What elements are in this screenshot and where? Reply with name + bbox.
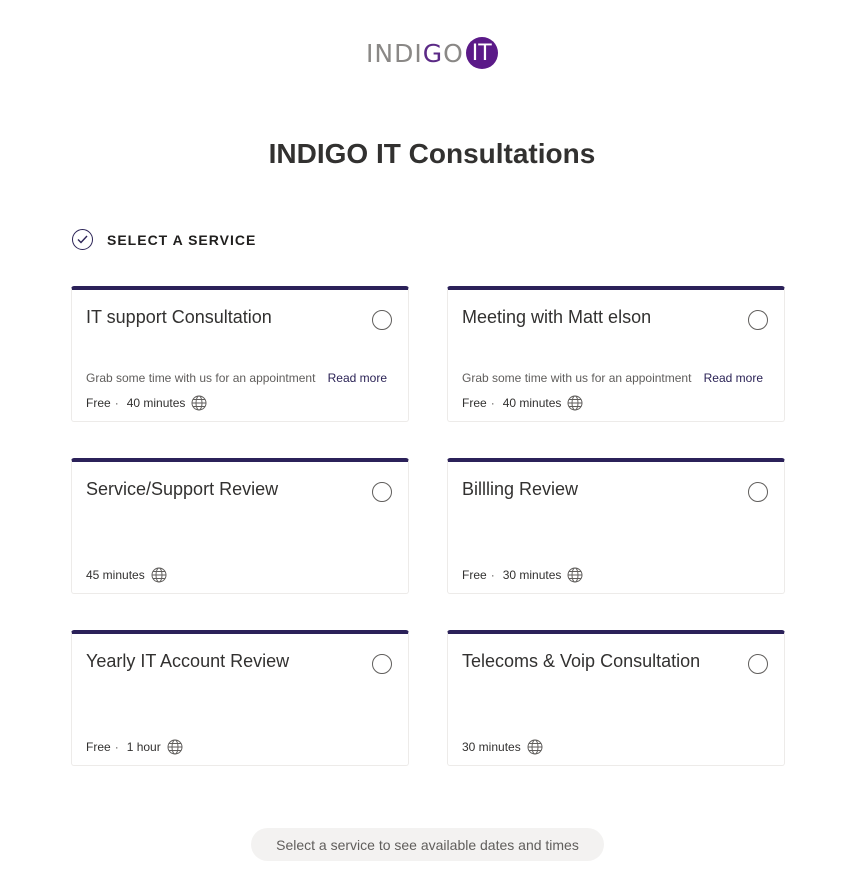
service-price: Free	[462, 396, 487, 410]
separator-dot: ·	[114, 740, 119, 754]
service-meta	[462, 567, 583, 583]
logo-it-badge: IT	[466, 37, 498, 69]
globe-icon	[167, 739, 183, 755]
separator-dot: ·	[490, 568, 495, 582]
service-radio[interactable]	[748, 654, 768, 674]
service-radio[interactable]	[748, 482, 768, 502]
service-title: Service/Support Review	[86, 479, 279, 499]
service-card-telecoms-voip[interactable]	[447, 630, 785, 766]
service-radio[interactable]	[748, 310, 768, 330]
service-radio[interactable]	[372, 310, 392, 330]
service-title: Meeting with Matt elson	[462, 307, 652, 327]
service-description: Grab some time with us for an appointment	[86, 371, 316, 385]
globe-icon	[567, 395, 583, 411]
page-title: INDIGO IT Consultations	[268, 138, 596, 169]
service-radio[interactable]	[372, 482, 392, 502]
separator-dot: ·	[114, 396, 119, 410]
service-duration: 40 minutes	[502, 396, 562, 410]
service-meta	[86, 567, 167, 583]
service-price: Free	[86, 740, 111, 754]
read-more-link[interactable]: Read more	[327, 371, 387, 385]
brand-logo	[366, 36, 498, 70]
service-meta	[462, 395, 583, 411]
service-title: Billling Review	[462, 479, 579, 499]
read-more-link[interactable]: Read more	[703, 371, 763, 385]
separator-dot: ·	[490, 396, 495, 410]
service-card-yearly-it-review[interactable]	[71, 630, 409, 766]
section-header	[72, 229, 256, 250]
globe-icon	[191, 395, 207, 411]
service-duration: 30 minutes	[462, 740, 521, 754]
service-price: Free	[462, 568, 487, 582]
service-duration: 45 minutes	[86, 568, 145, 582]
globe-icon	[151, 567, 167, 583]
service-duration: 30 minutes	[502, 568, 562, 582]
service-meta	[86, 739, 183, 755]
service-card-it-support[interactable]	[71, 286, 409, 422]
logo-text: INDIGO	[366, 38, 464, 68]
select-service-hint: Select a service to see available dates and times	[251, 828, 604, 861]
service-price: Free	[86, 396, 111, 410]
service-duration: 40 minutes	[126, 396, 186, 410]
service-meta	[86, 395, 207, 411]
globe-icon	[567, 567, 583, 583]
service-description: Grab some time with us for an appointment	[462, 371, 692, 385]
service-title: IT support Consultation	[86, 307, 272, 327]
section-label: SELECT A SERVICE	[107, 231, 257, 248]
service-duration: 1 hour	[126, 740, 161, 754]
service-title: Yearly IT Account Review	[86, 651, 290, 671]
service-card-billing-review[interactable]	[447, 458, 785, 594]
check-circle-icon	[72, 229, 93, 250]
service-card-service-support-review[interactable]	[71, 458, 409, 594]
globe-icon	[527, 739, 543, 755]
service-card-meeting-matt[interactable]	[447, 286, 785, 422]
service-meta	[462, 739, 543, 755]
service-radio[interactable]	[372, 654, 392, 674]
service-title: Telecoms & Voip Consultation	[462, 651, 701, 671]
